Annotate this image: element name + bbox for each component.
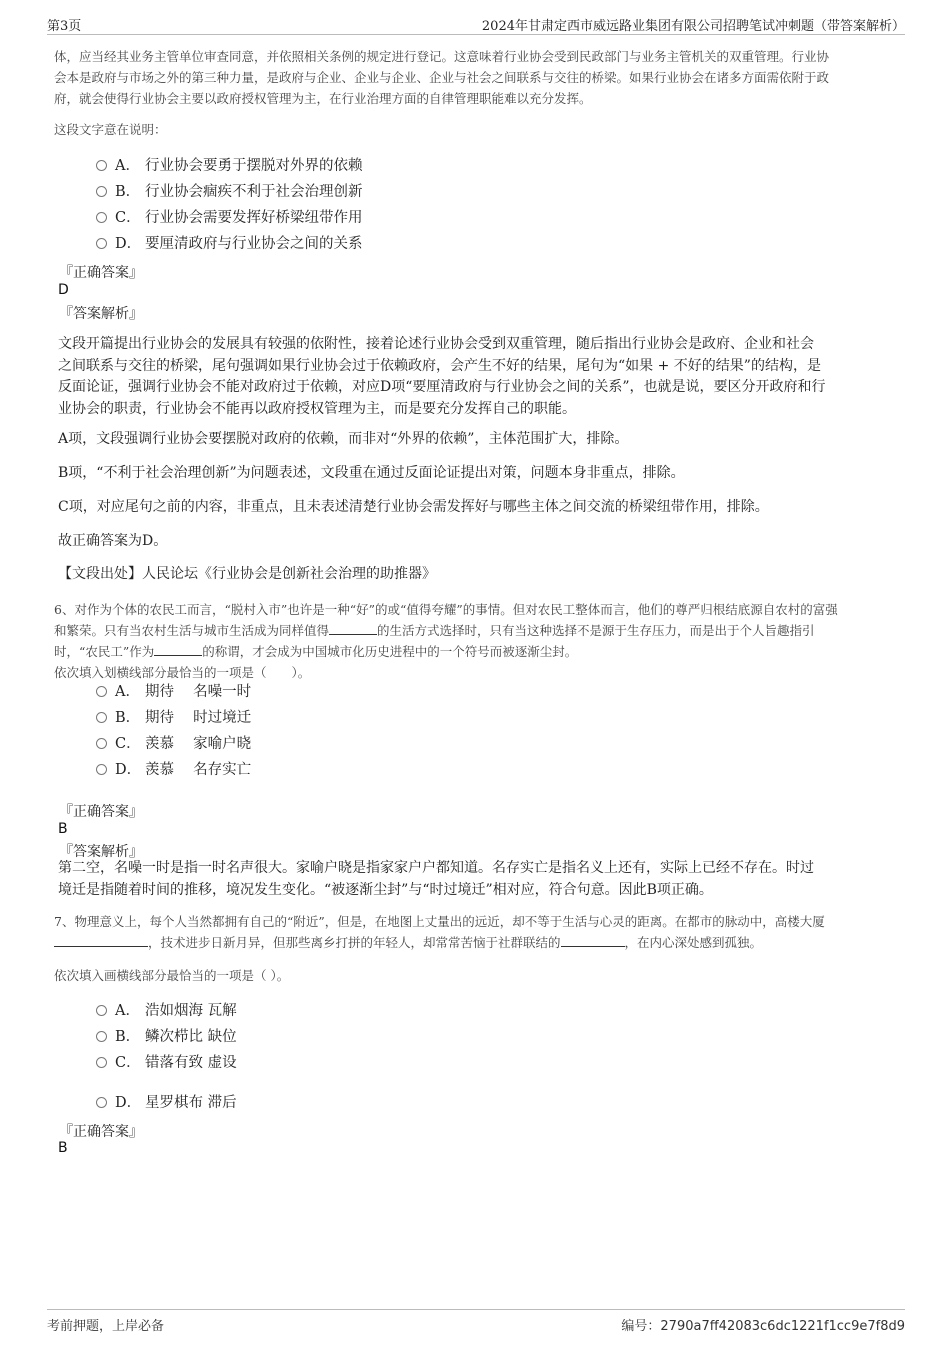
q5-source: 【文段出处】人民论坛《行业协会是创新社会治理的助推器》 (58, 566, 436, 582)
q6-option-c[interactable]: C． 羡慕 家喻户晓 (96, 733, 251, 755)
radio-icon[interactable] (96, 1097, 107, 1108)
q5-answer: D (58, 282, 69, 298)
fill-blank[interactable] (54, 932, 148, 947)
q6-analysis: 第二空，名噪一时是指一时名声很大。家喻户晓是指家家户户都知道。名存实亡是指名义上还有，实际上已经不存在。时过 境迁是指随着时间的推移，境况发生变化。“被逐渐尘封”与“时过境迁”相对应，符合句意。因此B项正确。 (58, 860, 814, 898)
q6-analysis-tag: 『答案解析』 (59, 844, 143, 860)
footer-slogan: 考前押题，上岸必备 (47, 1319, 165, 1334)
radio-icon[interactable] (96, 1031, 107, 1042)
q5-option-b[interactable]: B． 行业协会痼疾不利于社会治理创新 (96, 181, 363, 203)
radio-icon[interactable] (96, 238, 107, 249)
radio-icon[interactable] (96, 738, 107, 749)
fill-blank[interactable] (154, 641, 202, 656)
q7-question: 依次填入画横线部分最恰当的一项是（ ）。 (54, 968, 290, 983)
q7-answer-tag: 『正确答案』 (59, 1124, 143, 1140)
q6-answer: B (58, 821, 68, 837)
q6-option-b[interactable]: B． 期待 时过境迁 (96, 707, 251, 729)
q5-passage: 体，应当经其业务主管单位审查同意，并依照相关条例的规定进行登记。这意味着行业协会受到民政部门与业务主管机关的双重管理。行业协 会本是政府与市场之外的第三种力量，是政府与企业、企业与企业、企业与社会之间联系与交往的桥梁。如果行业协会在诸多方面需依附于政 府，就会使得行业协会主要以政府授权管理为主，在行业治理方面的自律管理职能难以充分发挥。 (54, 49, 830, 106)
q5-option-d[interactable]: D． 要厘清政府与行业协会之间的关系 (96, 233, 363, 255)
page-number: 第3页 (47, 19, 82, 34)
q6-option-d[interactable]: D． 羡慕 名存实亡 (96, 759, 251, 781)
fill-blank[interactable] (561, 932, 625, 947)
q7-option-b[interactable]: B． 鳞次栉比 缺位 (96, 1026, 237, 1048)
fill-blank[interactable] (329, 620, 377, 635)
radio-icon[interactable] (96, 160, 107, 171)
radio-icon[interactable] (96, 1057, 107, 1068)
radio-icon[interactable] (96, 712, 107, 723)
q6-option-a[interactable]: A． 期待 名噪一时 (96, 681, 251, 703)
q5-conclusion: 故正确答案为D。 (58, 533, 168, 549)
q6-question: 依次填入划横线部分最恰当的一项是（ ）。 (54, 665, 311, 680)
q5-note-c: C项，对应尾句之前的内容，非重点，且未表述清楚行业协会需发挥好与哪些主体之间交流的桥梁纽带作用，排除。 (58, 499, 769, 515)
q5-note-b: B项，“不利于社会治理创新”为问题表述，文段重在通过反面论证提出对策，问题本身非重点，排除。 (58, 465, 685, 481)
q5-option-c[interactable]: C． 行业协会需要发挥好桥梁纽带作用 (96, 207, 363, 229)
radio-icon[interactable] (96, 686, 107, 697)
q5-option-a[interactable]: A． 行业协会要勇于摆脱对外界的依赖 (96, 155, 363, 177)
q5-analysis-tag: 『答案解析』 (59, 306, 143, 322)
q6-answer-tag: 『正确答案』 (59, 804, 143, 820)
q5-analysis: 文段开篇提出行业协会的发展具有较强的依附性，接着论述行业协会受到双重管理，随后指出行业协会是政府、企业和社会 之间联系与交往的桥梁，尾句强调如果行业协会过于依赖政府，会产生不好的结果，尾句为“如果 + 不好的结果”的结构，是 反面论证，强调行业协会不能对政府过于依赖，对应D项“要厘清政府与行业协会之间的关系”，也就是说，要区分开政府和行 业协会的职责，行业协会不能再以政府授权管理为主，而是要充分发挥自己的职能。 (58, 336, 826, 417)
q5-answer-tag: 『正确答案』 (59, 265, 143, 281)
q7-option-d[interactable]: D． 星罗棋布 滞后 (96, 1092, 237, 1114)
q5-question: 这段文字意在说明： (54, 122, 167, 137)
document-title: 2024年甘肃定西市威远路业集团有限公司招聘笔试冲刺题（带答案解析） (481, 19, 905, 34)
q6-stem: 6、对作为个体的农民工而言，“脱村入市”也许是一种“好”的或“值得夸耀”的事情。但对农民工整体而言，他们的尊严归根结底源自农村的富强 和繁荣。只有当农村生活与城市生活成为同样值得 的生活方式选择时，只有当这种选择不是源于生存压力，而是出于个人旨趣指引 时，“农民工”作为 的称谓，才会成为中国城市化历史进程中的一个符号而被逐渐尘封。 依次填入划横线部分最恰当的一项是（ ）。 (54, 599, 914, 683)
q7-stem: 7、物理意义上，每个人当然都拥有自己的“附近”，但是，在地图上丈量出的远近，却不等于生活与心灵的距离。在都市的脉动中，高楼大厦 ，技术进步日新月异，但那些离乡打拼的年轻人，却常常苦恼于社群联结的 ，在内心深处感到孤独。 (54, 914, 825, 950)
q7-option-a[interactable]: A． 浩如烟海 瓦解 (96, 1000, 237, 1022)
radio-icon[interactable] (96, 186, 107, 197)
radio-icon[interactable] (96, 212, 107, 223)
page-header (47, 14, 905, 35)
document-id: 编号：2790a7ff42083c6dc1221f1cc9e7f8d9 (621, 1319, 905, 1334)
q7-option-c[interactable]: C． 错落有致 虚设 (96, 1052, 237, 1074)
radio-icon[interactable] (96, 1005, 107, 1016)
radio-icon[interactable] (96, 764, 107, 775)
page-footer (47, 1309, 905, 1334)
q7-answer: B (58, 1140, 68, 1156)
q5-note-a: A项，文段强调行业协会要摆脱对政府的依赖，而非对“外界的依赖”，主体范围扩大，排除。 (58, 431, 629, 447)
